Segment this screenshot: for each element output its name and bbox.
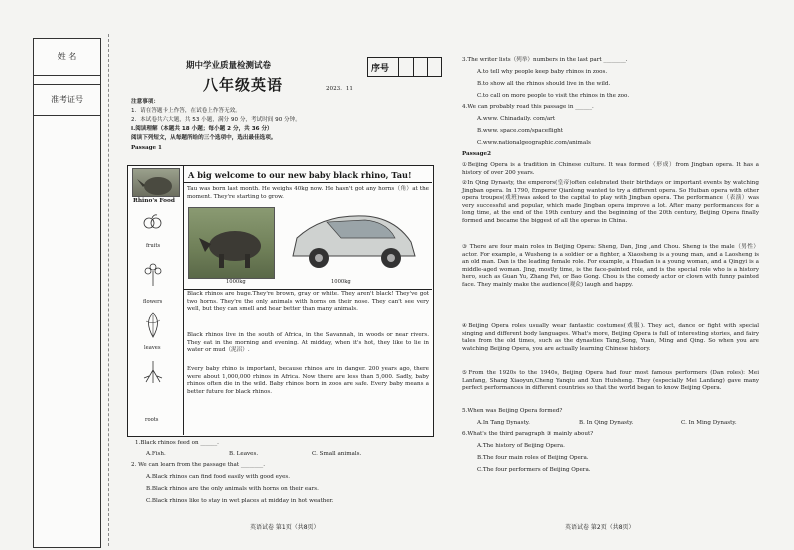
name-label: 姓 名 (34, 39, 100, 76)
rhino-weight: 1000kg (226, 279, 246, 285)
binding-line (108, 34, 109, 546)
page-footer-right: 英语试卷 第2页（共8页） (565, 524, 635, 531)
exam-id-label: 准考证号 (34, 85, 100, 116)
flowers-icon (140, 259, 166, 291)
question-5: 5.When was Beijing Opera formed? (462, 408, 563, 414)
question-1: 1.Black rhinos feed on ______. (135, 440, 219, 446)
student-info-strip (33, 38, 101, 548)
subject-title: 八年级英语 (203, 76, 284, 94)
rhino-photo (188, 207, 275, 279)
passage1-label: Passage 1 (131, 145, 162, 151)
page-footer-left: 英语试卷 第1页（共8页） (250, 524, 320, 531)
section-heading: Ⅰ.阅读理解（本题共 18 小题；每小题 2 分，共 36 分） (131, 126, 273, 132)
passage1-para2: Black rhinos live in the south of Africa, in the Savannah, in woods or near rivers. They eat in the morning and evening. At midday, when it's hot, they like to lie in water or mud（泥沼）. (187, 332, 429, 354)
q6-option-b[interactable]: B.The four main roles of Beijing Opera. (477, 455, 589, 461)
car-illustration (283, 208, 423, 278)
q4-option-b[interactable]: B.www. space.com/spaceflight (477, 128, 564, 134)
passage2-para5: ⑤From the 1920s to the 1940s, Beijing Opera had four most famous performers (Dan roles): Mei Lanfang, Shang Xiaoyun,Cheng Yanqiu and Xun Huisheng. They (especially Mei Lanfang) gave many perfect performances in different countries so that the world began to know Beijing Opera. (462, 370, 759, 392)
q3-option-a[interactable]: A.to tell why people keep baby rhinos in zoos. (477, 69, 608, 75)
exam-title: 期中学业质量检测试卷 (186, 61, 272, 71)
roots-icon (140, 360, 166, 388)
q6-option-a[interactable]: A.The history of Beijing Opera. (477, 443, 565, 449)
passage2-para1: ①Beijing Opera is a tradition in Chinese culture. It was formed（形成）from Jingban opera. It has a history of over 200 years. (462, 162, 759, 176)
q5-option-c[interactable]: C. In Ming Dynasty. (681, 420, 737, 426)
q5-option-b[interactable]: B. In Qing Dynasty. (579, 420, 634, 426)
rhino-food-heading: Rhino's Food (133, 198, 175, 204)
leaves-icon (140, 311, 166, 343)
fruits-icon (142, 213, 164, 235)
question-3: 3.The writer lists（列举）numbers in the last part ________. (462, 57, 628, 63)
seq-label: 序号 (371, 64, 390, 74)
passage1-intro: Tau was born last month. He weighs 40kg now. He hasn't got any horns（角）at the moment. They're starting to grow. (187, 186, 429, 200)
q3-option-c[interactable]: C.to call on more people to visit the rhinos in the zoo. (477, 93, 630, 99)
seq-box[interactable] (367, 57, 442, 77)
passage2-para2: ②In Qing Dynasty, the emperors(皇帝)often celebrated their birthdays or important events by watching Jingban opera. In 1790, Emperor Qianlong wanted to try a different opera. So Huiban opera with other opera troupes(戏班)was asked to the capital to play with Jingban opera. The performance（表演）was very successful and popular, which made Jingban opera improve a lot. After many performances for a long time, at the end of the 19th century and the beginning of the 20th century, Beijing Opera finally formed and became the biggest of all the operas in China. (462, 180, 759, 224)
food-label-leaves: leaves (144, 345, 161, 351)
notes-heading: 注意事项： (131, 99, 159, 105)
note-1: 1．请在答题卡上作答，在试卷上作答无效。 (131, 108, 241, 114)
q4-option-a[interactable]: A.www. Chinadaily. com/art (477, 116, 556, 122)
passage1-para1: Black rhinos are huge.They're brown, gray or white. They aren't black! They've got two horns. They're the only animals with horns on their nose. They can't see very well, but they can smell and hear better than many animals. (187, 291, 429, 313)
q3-option-b[interactable]: B.to show all the rhinos should live in the wild. (477, 81, 611, 87)
passage2-para3: ③ There are four main roles in Beijing Opera: Sheng, Dan, Jing ,and Chou. Sheng is the male（男性）actor. For example, a Wusheng is a soldier or a fighter, a Xiaosheng is a young man, and a Laosheng is an old man. Dan is the leading female role. For example, a Huadan is a young woman, and a Qingyi is a middle-aged woman. Jing, mostly time, is the face-painted role, and is the special role who is a history hero, such as Guan Yu, Zhang Fei, or Bao Gong. Chou is the comedy actor or clown with funny painted face. They mainly make the audience(观众) laugh and happy. (462, 244, 759, 288)
section-instruction: 阅读下列短文，从每题所给的三个选项中，选出最佳选项。 (131, 135, 277, 141)
question-2: 2. We can learn from the passage that ________. (131, 462, 265, 468)
q6-option-c[interactable]: C.The four performers of Beijing Opera. (477, 467, 591, 473)
rhino-head-photo (132, 168, 180, 197)
q4-option-c[interactable]: C.www.nationalgeographic.com/animals (477, 140, 591, 146)
q5-option-a[interactable]: A.In Tang Dynasty. (477, 420, 530, 426)
food-label-flowers: flowers (143, 299, 163, 305)
passage2-label: Passage2 (462, 151, 491, 157)
q1-option-c[interactable]: C. Small animals. (312, 451, 362, 457)
name-field[interactable] (34, 76, 100, 85)
exam-date: 2023．11 (326, 86, 353, 92)
car-weight: 1000kg (331, 279, 351, 285)
q1-option-a[interactable]: A.Fish. (146, 451, 166, 457)
q2-option-a[interactable]: A.Black rhinos can find food easily with good eyes. (146, 474, 291, 480)
passage1-para3: Every baby rhino is important, because rhinos are in danger. 200 years ago, there were about 1,000,000 rhinos in Africa. Now there are less than 5,000. Sadly, baby rhinos often die in the wild. Baby rhinos born in zoos are safe. Every baby means a better future for black rhinos. (187, 366, 429, 395)
question-4: 4.We can probably read this passage in ______. (462, 104, 594, 110)
note-2: 2．本试卷共六大题，共 53 小题，满分 90 分，考试时间 90 分钟。 (131, 117, 301, 123)
passage1-headline: A big welcome to our new baby black rhino, Tau! (188, 170, 412, 180)
food-label-fruits: fruits (146, 243, 161, 249)
q1-option-b[interactable]: B. Leaves. (229, 451, 259, 457)
question-6: 6.What's the third paragraph ③ mainly about? (462, 431, 594, 437)
food-label-roots: roots (145, 417, 159, 423)
passage2-para4: ④Beijing Opera roles usually wear fantastic costumes(戏服). They act, dance or fight with special singing and different body languages. What's more, Beijing Opera is full of interesting stories, and fairy tales from the old times, such as the dynasties Tang,Song, Yuan, Ming and Qing. So when you are watching Beijing Opera, you are actually learning Chinese history. (462, 323, 759, 352)
q2-option-b[interactable]: B.Black rhinos are the only animals with horns on their ears. (146, 486, 319, 492)
q2-option-c[interactable]: C.Black rhinos like to stay in wet places at midday in hot weather. (146, 498, 334, 504)
